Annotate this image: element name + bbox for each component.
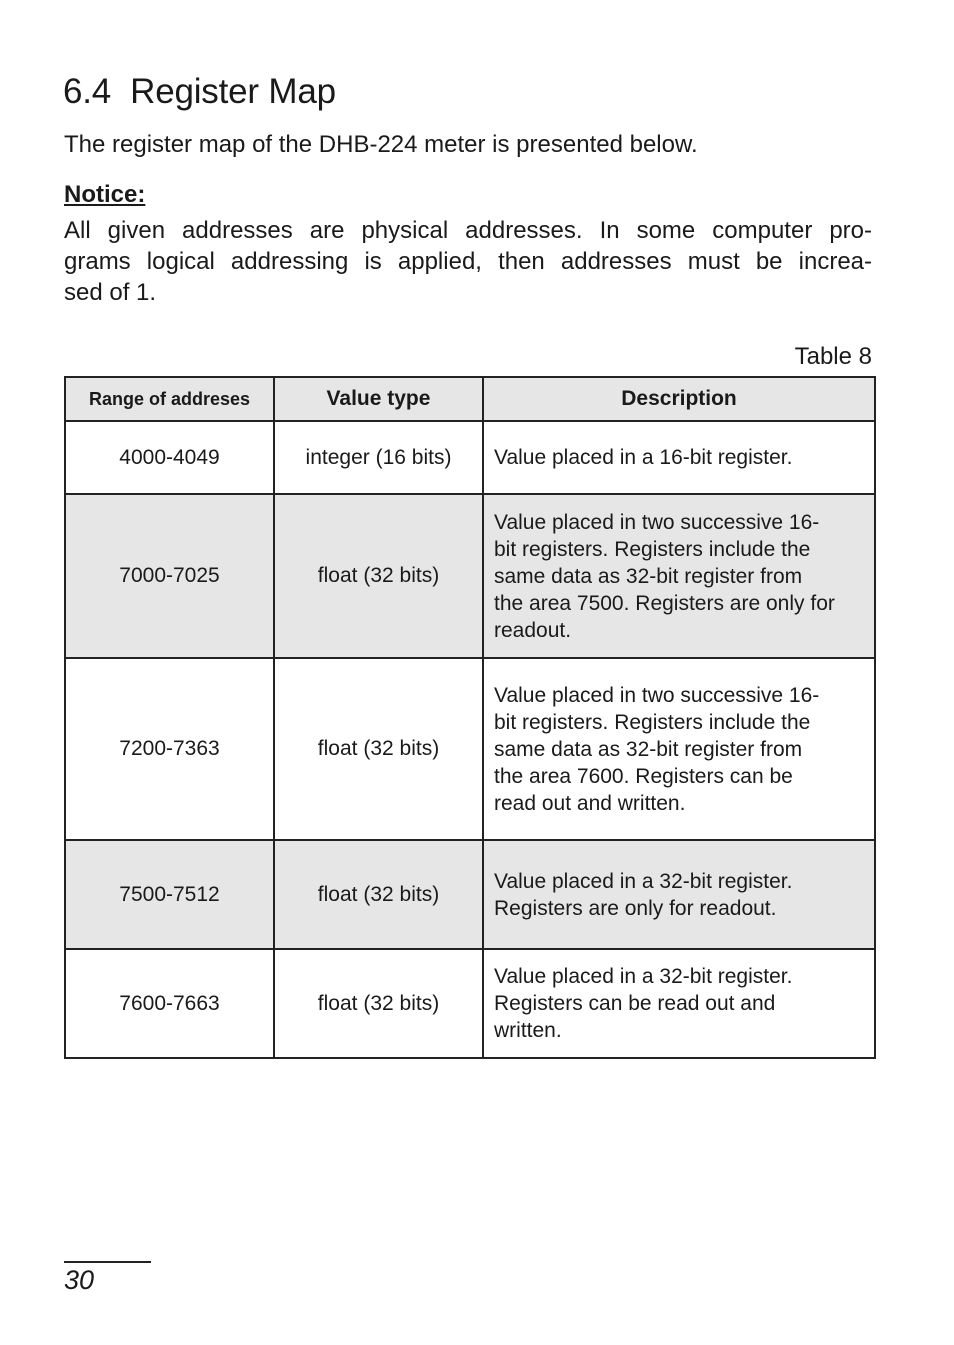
- desc-line: Value placed in a 16-bit register.: [494, 446, 793, 469]
- notice-line: All given addresses are physical addresses. In some computer pro-: [64, 217, 872, 244]
- header-description: Description: [483, 377, 875, 421]
- cell-type: float (32 bits): [274, 494, 483, 658]
- table-row: [65, 494, 875, 658]
- cell-type: float (32 bits): [274, 949, 483, 1058]
- section-heading: [63, 72, 336, 112]
- page-number: 30: [64, 1265, 95, 1295]
- page-number-rule: [64, 1261, 151, 1263]
- section-title: Register Map: [130, 72, 336, 111]
- notice-label: Notice:: [64, 181, 146, 208]
- cell-type: float (32 bits): [274, 658, 483, 840]
- cell-description: [483, 658, 875, 840]
- cell-range: 7200-7363: [65, 658, 274, 840]
- desc-line: Registers are only for readout.: [494, 896, 777, 920]
- desc-line: Value placed in two successive 16-: [494, 683, 820, 707]
- table-row: [65, 949, 875, 1058]
- desc-line: read out and written.: [494, 791, 686, 815]
- desc-line: same data as 32-bit register from: [494, 564, 803, 588]
- desc-line: Value placed in two successive 16-: [494, 510, 820, 534]
- cell-range: 7500-7512: [65, 840, 274, 949]
- desc-line: readout.: [494, 618, 572, 642]
- cell-range: 4000-4049: [65, 421, 274, 494]
- cell-description: [483, 494, 875, 658]
- header-value-type: Value type: [274, 377, 483, 421]
- cell-range: 7600-7663: [65, 949, 274, 1058]
- cell-type: integer (16 bits): [274, 421, 483, 494]
- cell-description: [483, 421, 875, 494]
- desc-line: bit registers. Registers include the: [494, 537, 811, 561]
- notice-line: sed of 1.: [64, 279, 157, 306]
- desc-line: written.: [494, 1019, 562, 1042]
- register-map-table: [64, 376, 876, 1059]
- header-range: Range of addreses: [65, 377, 274, 421]
- desc-line: Value placed in a 32-bit register.: [494, 869, 793, 893]
- notice-paragraph: [64, 215, 872, 308]
- table-header-row: [65, 377, 875, 421]
- desc-line: Registers can be read out and: [494, 992, 776, 1015]
- table-row: [65, 840, 875, 949]
- intro-paragraph: The register map of the DHB-224 meter is presented below.: [64, 131, 698, 158]
- table-row: [65, 421, 875, 494]
- desc-line: bit registers. Registers include the: [494, 710, 811, 734]
- desc-line: the area 7500. Registers are only for: [494, 591, 835, 615]
- cell-description: [483, 949, 875, 1058]
- table-row: [65, 658, 875, 840]
- desc-line: Value placed in a 32-bit register.: [494, 965, 793, 988]
- cell-range: 7000-7025: [65, 494, 274, 658]
- table-caption: Table 8: [794, 343, 872, 370]
- notice-line: grams logical addressing is applied, then addresses must be increa-: [64, 248, 872, 275]
- section-number: 6.4: [63, 72, 112, 111]
- desc-line: same data as 32-bit register from: [494, 737, 803, 761]
- cell-type: float (32 bits): [274, 840, 483, 949]
- desc-line: the area 7600. Registers can be: [494, 764, 793, 788]
- cell-description: [483, 840, 875, 949]
